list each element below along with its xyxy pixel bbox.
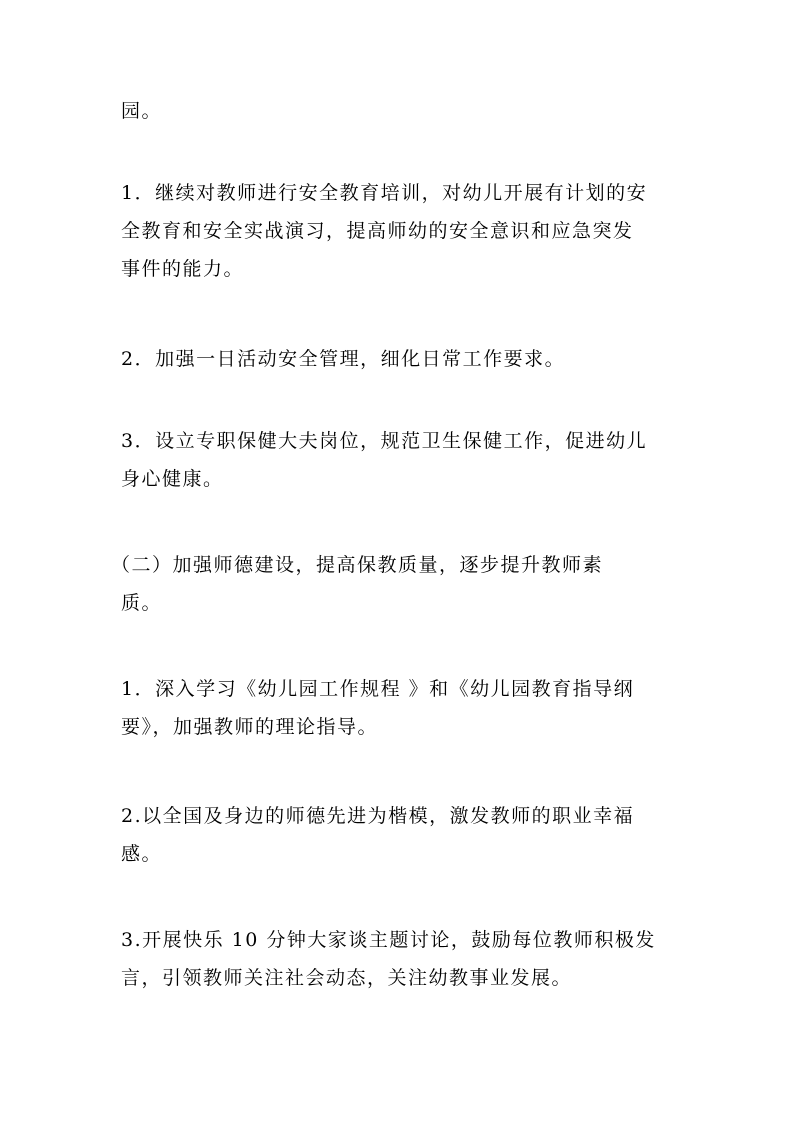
paragraph-continuation xyxy=(121,92,676,130)
text-line: 3.开展快乐 10 分钟大家谈主题讨论，鼓励每位教师积极发 xyxy=(121,929,656,951)
text-line: 园。 xyxy=(121,100,163,122)
paragraph-role-models xyxy=(121,797,676,873)
text-line: 质。 xyxy=(121,592,163,614)
text-line: 2.以全国及身边的师德先进为楷模，激发教师的职业幸福 xyxy=(121,805,635,827)
section-heading-teacher-ethics xyxy=(111,546,666,622)
paragraph-daily-safety xyxy=(121,340,676,378)
text-line: 3．设立专职保健大夫岗位，规范卫生保健工作，促进幼儿 xyxy=(121,430,648,452)
paragraph-study-regulations xyxy=(121,670,676,746)
paragraph-health-care xyxy=(121,422,676,498)
text-line: 感。 xyxy=(121,843,163,865)
text-line: 1．深入学习《幼儿园工作规程 》和《幼儿园教育指导纲 xyxy=(121,678,635,700)
text-line: 要》，加强教师的理论指导。 xyxy=(121,716,379,738)
paragraph-safety-training xyxy=(121,174,676,288)
text-line: 身心健康。 xyxy=(121,468,224,490)
text-line: 全教育和安全实战演习，提高师幼的安全意识和应急突发 xyxy=(121,220,634,242)
text-line: 2．加强一日活动安全管理，细化日常工作要求。 xyxy=(121,348,566,370)
text-line: 言，引领教师关注社会动态，关注幼教事业发展。 xyxy=(121,967,573,989)
text-line: 1．继续对教师进行安全教育培训，对幼儿开展有计划的安 xyxy=(121,182,648,204)
paragraph-discussion xyxy=(121,921,676,997)
text-line: （二）加强师德建设，提高保教质量，逐步提升教师素 xyxy=(111,554,604,576)
text-line: 事件的能力。 xyxy=(121,258,245,280)
